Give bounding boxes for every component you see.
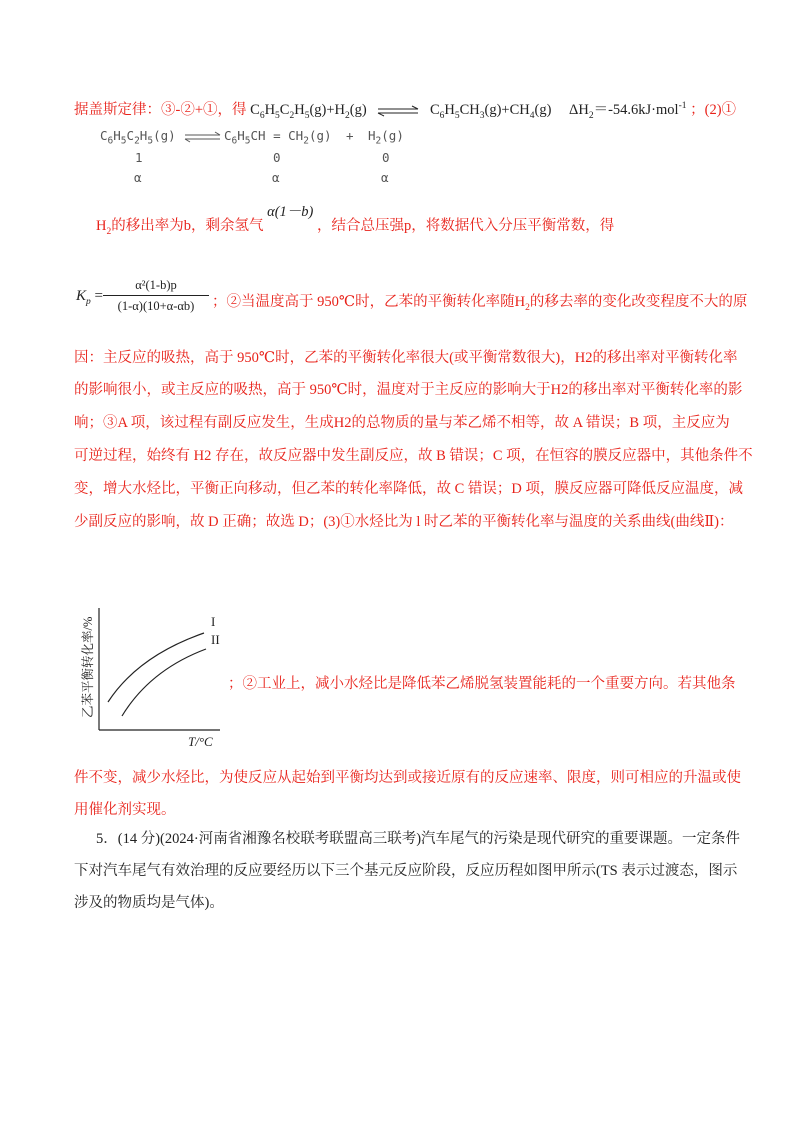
kp-fraction [103,276,209,315]
h2-removal-line [96,204,615,237]
paragraph-line-3: 响；③A 项，该过程有副反应发生，生成H2的总物质的量与苯乙烯不相等，故 A 错误；B 项，主反应为 [74,415,730,431]
eq-initial-2: 0 [273,150,281,165]
equation-left: $C_6H_5C_2H_5(g)+H_2(g)$ [250,102,367,121]
eq-change-1: α [134,170,142,185]
kp-after-text: ；②当温度高于 950℃时，乙苯的平衡转化率随$H_2$的移去率的变化改变程度不大的原 [212,294,748,313]
paragraph-line-6: 少副反应的影响，故 D 正确；故选 D；(3)①水烃比为 l 时乙苯的平衡转化率与温度的关系曲线(曲线Ⅱ)： [74,514,734,530]
eq-change-3: α [381,170,389,185]
q5-line-2: 下对汽车尾气有效治理的反应要经历以下三个基元反应阶段，反应历程如图甲所示(TS 表示过渡态，图示 [74,863,738,879]
eq-initial-3: 0 [382,150,390,165]
kp-denominator: (1-α)(10+α-αb) [117,299,195,313]
hess-law-line [74,98,736,119]
paragraph-line-1: 因：主反应的吸热，高于 950℃时，乙苯的平衡转化率很大(或平衡常数很大)，H2的移出率对平衡转化率 [74,350,738,366]
curve-label-2: II [211,632,220,647]
q5-line-1: 5．(14 分)(2024·河南省湘豫名校联考联盟高三联考)汽车尾气的污染是现代研究的重要课题。一定条件 [96,831,741,847]
eq-product1: $C_6H_5CH = CH_2(g)$ [224,128,332,147]
graph-after-text: ；②工业上，减小水烃比是降低苯乙烯脱氢装置能耗的一个重要方向。若其他条 [228,676,736,692]
paragraph-line-2: 的影响很小，或主反应的吸热，高于 950℃时，温度对于主反应的影响大于H2的移出率对平衡转化率的影 [74,382,743,398]
enthalpy-change: $\Delta H_2=-54.6kJ\cdot mol^{-1}$ [569,101,687,121]
eq-change-2: α [272,170,280,185]
hess-law-intro: 据盖斯定律：③-②+①，得 [74,102,251,118]
eq-reactant: $C_6H_5C_2H_5(g)$ [100,128,176,147]
conversion-graph [70,600,230,750]
equation-right: $C_6H_5CH_3(g)+CH_4(g)$ [429,102,552,121]
remaining-h2-expr: α(1－b) [267,204,314,220]
eq-plus: + [346,128,354,143]
kp-numerator: α²(1-b)p [135,278,177,292]
eq-initial-1: 1 [135,150,143,165]
q5-line-3: 涉及的物质均是气体)。 [74,895,224,911]
paragraph-line-4: 可逆过程，始终有 H2 存在，故反应器中发生副反应，故 B 错误；C 项，在恒容的膜反应器中，其他条件不 [74,448,753,464]
curve-label-1: I [211,614,216,629]
y-axis-label: 乙苯平衡转化率/% [81,616,95,718]
curve-2 [122,649,206,716]
eq-product2: $H_2(g)$ [368,128,404,147]
kp-symbol: $K_p$ = [76,288,103,307]
curve-1 [108,633,204,702]
closing-line-1: 件不变，减少水烃比，为使反应从起始到平衡均达到或接近原有的反应速率、限度，则可相应的升温或使 [74,770,741,786]
hess-law-tail: ；(2)① [690,102,737,118]
equilibrium-arrow-icon [184,131,222,143]
h2-removal-tail: ，结合总压强p，将数据代入分压平衡常数，得 [317,218,615,234]
closing-line-2: 用催化剂实现。 [74,802,176,818]
h2-removal-text: $H_2$的移出率为b，剩余氢气 [96,218,264,237]
paragraph-line-5: 变，增大水烃比，平衡正向移动，但乙苯的转化率降低，故 C 错误；D 项，膜反应器可降低反应温度，减 [74,481,744,497]
x-axis-label: T/°C [188,734,213,749]
equilibrium-arrow-icon [376,105,420,117]
